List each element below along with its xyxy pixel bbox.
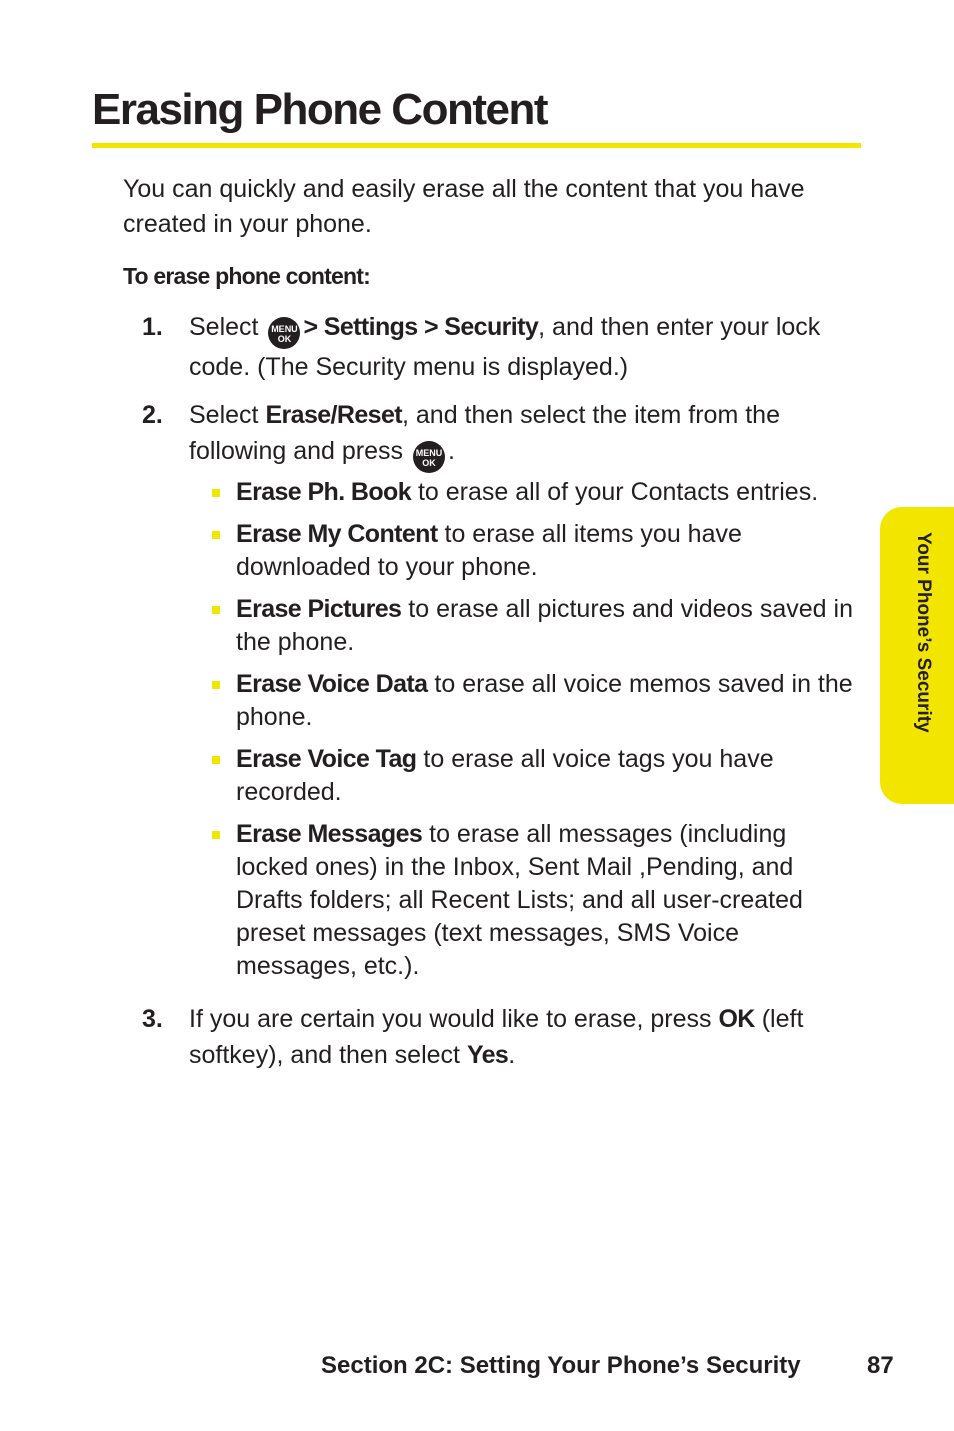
list-item — [212, 818, 862, 983]
step-text: Select — [189, 313, 259, 341]
step-2: 2. Select Erase/Reset, and then select the item from the following and press MENU OK . — [142, 397, 852, 473]
bullet-square-icon — [212, 531, 220, 539]
option-label: Erase Ph. Book — [236, 478, 411, 506]
option-description: to erase all messages (including locked ones) in the Inbox, Sent Mail ,Pending, and Drafts folders; all Recent Lists; and all user-created preset messages (text messages, SMS Voice messages, etc.). — [236, 820, 803, 980]
intro-paragraph: You can quickly and easily erase all the content that you have created in your phone. — [123, 175, 805, 238]
list-item — [212, 668, 862, 734]
option-label: Erase My Content — [236, 520, 438, 548]
list-item — [212, 518, 862, 584]
procedure-heading: To erase phone content: — [123, 263, 370, 289]
step-text: If you are certain you would like to erase, press — [189, 1005, 712, 1033]
footer-section-title: Section 2C: Setting Your Phone’s Security — [321, 1352, 801, 1379]
option-description: to erase all items you have downloaded to your phone. — [236, 520, 742, 581]
page-number: 87 — [867, 1352, 894, 1379]
key-ok: OK — [718, 1005, 755, 1033]
step-number: 3. — [142, 1005, 163, 1033]
menu-item-erase-reset: Erase/Reset — [265, 401, 402, 429]
list-item — [212, 476, 862, 509]
menu-ok-icon: MENU OK — [268, 317, 300, 349]
option-description: to erase all pictures and videos saved in the phone. — [236, 595, 853, 656]
bullet-square-icon — [212, 756, 220, 764]
step-text: Select — [189, 401, 259, 429]
step-number: 2. — [142, 401, 163, 429]
option-label: Erase Messages — [236, 820, 423, 848]
list-item — [212, 743, 862, 809]
menu-path: > Settings > Security — [303, 313, 539, 341]
option-yes: Yes — [466, 1041, 509, 1069]
bullet-square-icon — [212, 606, 220, 614]
option-label: Erase Voice Data — [236, 670, 428, 698]
step-text: , and then enter your lock code. (The Security menu is displayed.) — [189, 313, 821, 381]
step-number: 1. — [142, 313, 163, 341]
step-3: 3. If you are certain you would like to erase, press OK (left softkey), and then select Yes. — [142, 1001, 852, 1073]
side-tab-label: Your Phone’s Security — [913, 532, 934, 733]
step-text: (left softkey), and then select — [189, 1005, 804, 1069]
step-text: , and then select the item from the following and press — [189, 401, 780, 465]
option-description: to erase all voice tags you have recorded. — [236, 745, 774, 806]
title-underline — [92, 143, 861, 148]
erase-options-list — [212, 476, 862, 992]
bullet-square-icon — [212, 489, 220, 497]
list-item — [212, 593, 862, 659]
bullet-square-icon — [212, 681, 220, 689]
step-1 — [142, 309, 852, 385]
menu-ok-icon: MENU OK — [413, 441, 445, 473]
bullet-square-icon — [212, 831, 220, 839]
option-description: to erase all voice memos saved in the phone. — [236, 670, 853, 731]
page-title: Erasing Phone Content — [92, 85, 547, 134]
option-label: Erase Pictures — [236, 595, 402, 623]
option-description: to erase all of your Contacts entries. — [417, 478, 819, 506]
option-label: Erase Voice Tag — [236, 745, 417, 773]
